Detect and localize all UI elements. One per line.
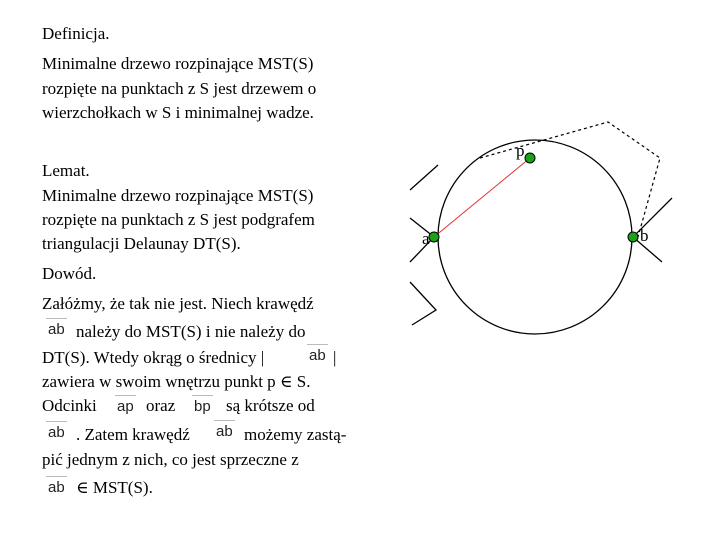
- lemma-heading: Lemat.: [42, 161, 90, 180]
- segment-bp-symbol: bp: [194, 398, 211, 415]
- segment-ab-symbol: ab: [48, 321, 65, 338]
- proof-line: pić jednym z nich, co jest sprzeczne z: [42, 450, 299, 469]
- proof-line: są krótsze od: [226, 396, 315, 415]
- proof-line: należy do MST(S) i nie należy do: [76, 322, 306, 341]
- definition-heading: Definicja.: [42, 24, 110, 43]
- edge-upper-left: [410, 165, 438, 190]
- proof-line: możemy zastą-: [244, 425, 347, 444]
- definition-line: wierzchołkach w S i minimalnej wadze.: [42, 103, 314, 122]
- diameter-circle: [438, 140, 632, 334]
- definition-line: Minimalne drzewo rozpinające MST(S): [42, 54, 314, 73]
- edge-right: [633, 198, 672, 262]
- proof-line: Odcinki: [42, 396, 97, 415]
- point-b: [628, 232, 638, 242]
- point-a: [429, 232, 439, 242]
- proof-line: Załóżmy, że tak nie jest. Niech krawędź: [42, 294, 314, 313]
- segment-ap-symbol: ap: [117, 398, 134, 415]
- segment-ab-symbol: ab: [48, 479, 65, 496]
- proof-line: oraz: [146, 396, 176, 415]
- definition-line: rozpięte na punktach z S jest drzewem o: [42, 79, 317, 98]
- lemma-line: rozpięte na punktach z S jest podgrafem: [42, 210, 315, 229]
- lemma-line: triangulacji Delaunay DT(S).: [42, 234, 241, 253]
- proof-line: zawiera w swoim wnętrzu punkt p ∈ S.: [42, 372, 311, 391]
- segment-ab-symbol: ab: [309, 347, 326, 364]
- proof-line: |: [333, 348, 337, 367]
- edge-ap: [434, 158, 530, 237]
- proof-line: DT(S). Wtedy okrąg o średnicy |: [42, 348, 265, 367]
- label-p: p: [516, 141, 525, 160]
- segment-ab-symbol: ab: [216, 423, 233, 440]
- label-b: b: [640, 226, 649, 245]
- proof-heading: Dowód.: [42, 264, 97, 283]
- dashed-edges: [480, 122, 660, 237]
- point-p: [525, 153, 535, 163]
- lemma-line: Minimalne drzewo rozpinające MST(S): [42, 186, 314, 205]
- label-a: a: [422, 229, 430, 248]
- proof-line: ∈ MST(S).: [76, 478, 153, 497]
- edge-lower-left: [410, 282, 436, 325]
- segment-ab-symbol: ab: [48, 424, 65, 441]
- proof-line: . Zatem krawędź: [76, 425, 190, 444]
